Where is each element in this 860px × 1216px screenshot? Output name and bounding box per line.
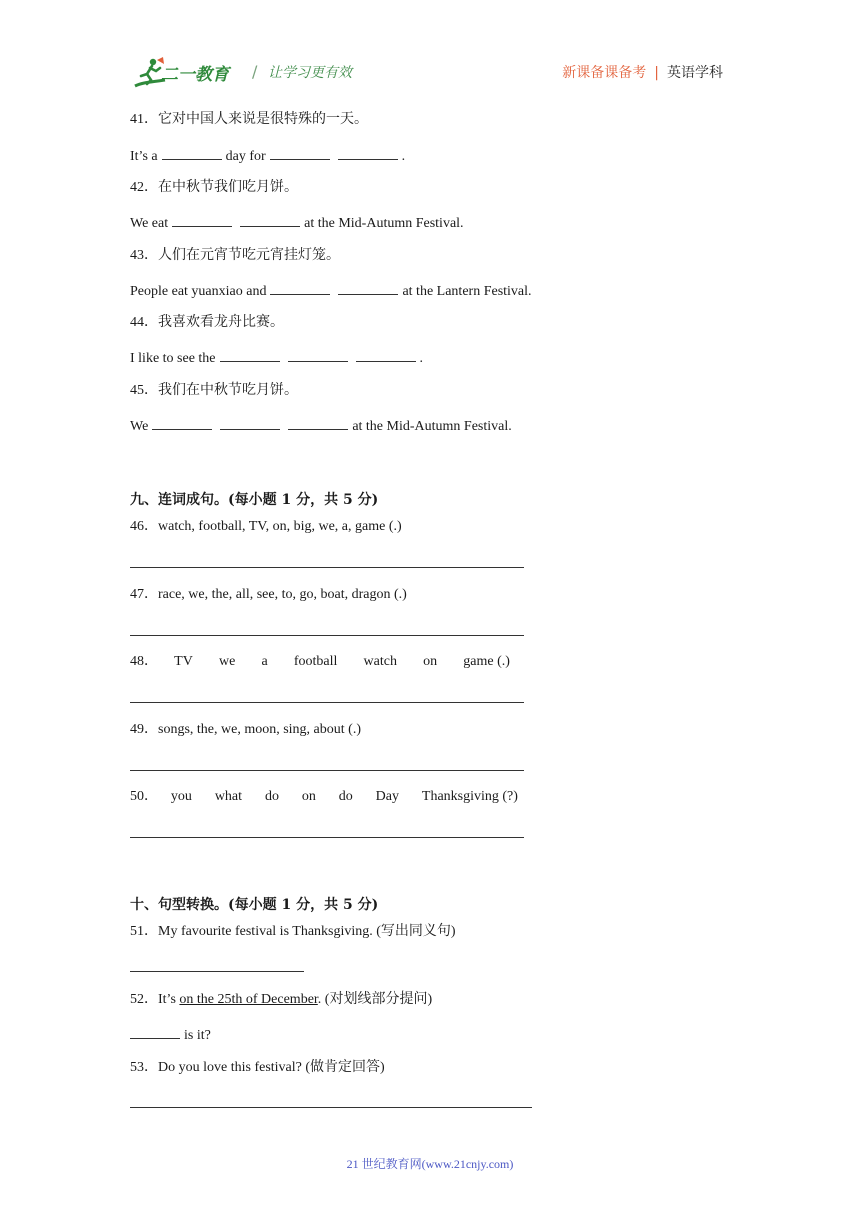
q43-prompt: 43．人们在元宵节吃元宵挂灯笼。 [130, 248, 340, 263]
header-right [562, 62, 723, 82]
q50-word: what [214, 789, 243, 804]
q52-prompt [130, 990, 432, 1010]
q50-word: on [301, 789, 316, 804]
section-9-heading: 九、连词成句。(每小题 1 分，共 5 分) [130, 492, 379, 508]
q49-answer-line[interactable] [130, 770, 524, 771]
q43-sentence [130, 280, 532, 302]
q50-word: Thanksgiving (?) [421, 789, 518, 804]
q52-blank[interactable] [130, 1024, 180, 1039]
q42-blank-1[interactable] [172, 212, 232, 227]
q45-blank-2[interactable] [220, 415, 280, 430]
q50-word: Day [375, 789, 399, 804]
q42-blank-2[interactable] [240, 212, 300, 227]
q50-word: you [170, 789, 192, 804]
q48-word: game (.) [463, 654, 510, 669]
q51-answer-line[interactable] [130, 971, 304, 972]
q41-sentence [130, 145, 405, 167]
q47-answer-line[interactable] [130, 635, 524, 636]
q45-text-b: at the Mid-Autumn Festival. [352, 419, 512, 434]
q41-text-c: . [401, 149, 406, 164]
q52-answer [130, 1024, 211, 1046]
q48-word: football [293, 654, 338, 669]
q44-text-a: I like to see the [130, 351, 216, 366]
q52-underlined: on the 25th of December [179, 992, 318, 1007]
q50-prompt [130, 787, 518, 807]
q45-blank-3[interactable] [288, 415, 348, 430]
logo-text: 二一教育 [161, 65, 229, 85]
q48-word: on [423, 654, 438, 669]
q52-text-b: . (对划线部分提问) [317, 992, 433, 1007]
q44-prompt: 44．我喜欢看龙舟比赛。 [130, 315, 284, 330]
q44-blank-1[interactable] [220, 347, 280, 362]
q48-word: we [218, 654, 236, 669]
q50-answer-line[interactable] [130, 837, 524, 838]
q41-blank-1[interactable] [162, 145, 222, 160]
q45-text-a: We [130, 419, 149, 434]
q50-number: 50． [130, 789, 158, 804]
q45-prompt: 45．我们在中秋节吃月饼。 [130, 383, 298, 398]
header-subject-label: 英语学科 [667, 65, 723, 81]
q52-text-a: 52．It’s [130, 992, 180, 1007]
q43-blank-2[interactable] [338, 280, 398, 295]
q46-prompt: 46．watch, football, TV, on, big, we, a, game (.) [130, 519, 402, 534]
logo [133, 56, 245, 90]
slogan: 让学习更有效 [268, 65, 352, 81]
q42-text-b: at the Mid-Autumn Festival. [304, 216, 464, 231]
q51-prompt: 51．My favourite festival is Thanksgiving. (写出同义句) [130, 924, 456, 939]
header-course-label: 新课备课备考 [562, 65, 647, 81]
header-divider: | [654, 65, 659, 81]
section-10-heading: 十、句型转换。(每小题 1 分，共 5 分) [130, 897, 379, 913]
q48-word: a [261, 654, 268, 669]
q41-prompt: 41．它对中国人来说是很特殊的一天。 [130, 112, 368, 127]
q48-answer-line[interactable] [130, 702, 524, 703]
q49-prompt: 49．songs, the, we, moon, sing, about (.) [130, 722, 361, 737]
q44-blank-2[interactable] [288, 347, 348, 362]
q46-answer-line[interactable] [130, 567, 524, 568]
q41-text-b: day for [225, 149, 266, 164]
q52-answer-text: is it? [184, 1028, 211, 1043]
q50-word: do [264, 789, 279, 804]
q50-word: do [338, 789, 353, 804]
q53-answer-line[interactable] [130, 1107, 532, 1108]
q43-text-a: People eat yuanxiao and [130, 284, 267, 299]
page-header [0, 0, 860, 100]
q48-word: watch [363, 654, 397, 669]
q41-blank-2[interactable] [270, 145, 330, 160]
q41-blank-3[interactable] [338, 145, 398, 160]
q42-prompt: 42．在中秋节我们吃月饼。 [130, 180, 298, 195]
q45-blank-1[interactable] [152, 415, 212, 430]
q48-number: 48． [130, 654, 158, 669]
q44-blank-3[interactable] [356, 347, 416, 362]
q53-prompt: 53．Do you love this festival? (做肯定回答) [130, 1060, 385, 1075]
q47-prompt: 47．race, we, the, all, see, to, go, boat, dragon (.) [130, 587, 407, 602]
q45-sentence [130, 415, 512, 437]
q43-blank-1[interactable] [270, 280, 330, 295]
page-footer: 21 世纪教育网(www.21cnjy.com) [346, 1157, 514, 1171]
q48-prompt [130, 652, 510, 672]
q43-text-b: at the Lantern Festival. [402, 284, 532, 299]
q42-sentence [130, 212, 464, 234]
q48-word: TV [174, 654, 193, 669]
q42-text-a: We eat [130, 216, 169, 231]
q41-text-a: It’s a [130, 149, 158, 164]
q44-sentence [130, 347, 423, 369]
slogan-separator: / [252, 62, 258, 81]
q44-text-b: . [419, 351, 424, 366]
